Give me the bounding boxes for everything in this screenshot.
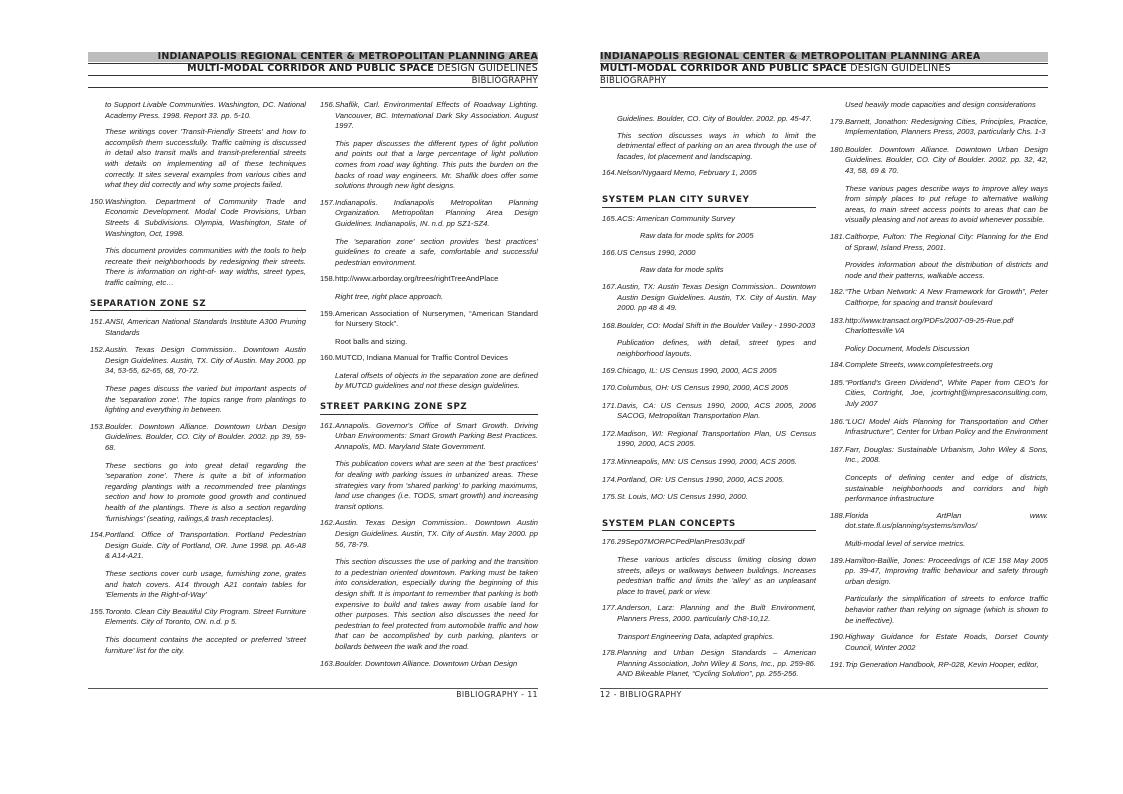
- bib-entry: [602, 475, 816, 486]
- annotation: This document provides communities with the tools to help recreate their neighborhoods by redesigning their streets. There is information on right-of- way widths, street types, traffic calming, etc…: [105, 246, 306, 287]
- bib-entry: [830, 360, 1048, 371]
- annotation: Concepts of defining center and edge of districts, sustainable neighborhoods and corridors and high performance infrastructure: [845, 473, 1048, 504]
- bib-entry: [602, 492, 816, 503]
- entry-number: 171.: [602, 400, 617, 410]
- text-block: to Support Livable Communities. Washington, DC. National Academy Press. 1998. Report 33. pp. 5-10.: [105, 100, 306, 120]
- bib-entry: [602, 537, 816, 548]
- entry-text: US Census 1990, 2000: [617, 247, 696, 257]
- bib-entry: [90, 345, 306, 377]
- entry-text: St. Louis, MO: US Census 1990, 2000.: [617, 492, 748, 502]
- entry-number: 188.: [830, 510, 845, 520]
- bib-entry: [830, 660, 1048, 671]
- annotation: Raw data for mode splits: [640, 265, 724, 275]
- entry-number: 180.: [830, 144, 845, 154]
- entry-text: 29Sep07MORPCPedPlanPres03v.pdf: [617, 537, 745, 547]
- left-column-1: [90, 100, 306, 662]
- entry-number: 160.: [320, 353, 335, 363]
- bib-entry: [830, 511, 1048, 532]
- entry-number: 185.: [830, 377, 845, 387]
- header-subtitle-bold: MULTI-MODAL CORRIDOR AND PUBLIC SPACE: [600, 63, 847, 74]
- entry-text: Davis, CA: US Census 1990, 2000, ACS 2005, 2006 SACOG, Metropolitan Transportation Plan.: [617, 400, 816, 421]
- entry-number: 154.: [90, 530, 105, 540]
- bib-entry: [830, 445, 1048, 466]
- bib-entry: [830, 287, 1048, 308]
- bib-entry: [320, 353, 538, 364]
- bib-entry: [320, 309, 538, 330]
- annotation: These pages discuss the varied but important aspects of the 'separation zone'. The topics range from plantings to lighting and everything in between.: [105, 384, 306, 415]
- bib-entry: [830, 145, 1048, 177]
- entry-number: 186.: [830, 416, 845, 426]
- annotation: These writings cover 'Transit-Friendly Streets' and how to accomplish them successfully. Traffic calming is discussed in detail also transit malls and transit-preferential streets with details on implementing all of these techniques correctly. It sites several examples from various cities and what they did correctly and why some projects failed.: [105, 127, 306, 190]
- entry-text: Washington. Department of Community Trade and Economic Development. Modal Code Provisions, Urban Streets & Subdivisions. Olympia, Washington, State of Washington, Oct, 1998.: [105, 196, 306, 238]
- entry-text: Toronto. Clean City Beautiful City Program. Street Furniture Elements. City of Toronto, ON. n.d. p 5.: [105, 606, 306, 627]
- header-section: BIBLIOGRAPHY: [600, 76, 667, 86]
- entry-number: 150.: [90, 196, 105, 206]
- entry-text: Portland. Office of Transportation. Portland Pedestrian Design Guide. City of Portland, OR. June 1998. pp. A6-A8 & A14-A21.: [105, 530, 306, 561]
- entry-number: 161.: [320, 420, 335, 430]
- entry-text: “LUCI Model Aids Planning for Transportation and Other Infrastructure”, Center for Urban Policy and the Environment: [845, 416, 1048, 437]
- bib-entry: [830, 316, 1048, 337]
- entry-number: 176.: [602, 537, 617, 547]
- entry-number: 165.: [602, 213, 617, 223]
- bib-entry: [830, 378, 1048, 410]
- annotation: Policy Document, Models Discussion: [845, 343, 970, 353]
- entry-number: 167.: [602, 281, 617, 291]
- bib-entry: [602, 248, 816, 259]
- annotation: These various pages describe ways to improve alley ways from simply places to put refuge to alternative walking areas, to main street access points to areas that can be visually pleasing and not areas to avoid whenever possible.: [845, 183, 1048, 225]
- bib-entry: [320, 518, 538, 550]
- entry-text: Complete Streets, www.completestreets.org: [845, 360, 993, 370]
- entry-text: Austin. Texas Design Commission.. Downtown Austin Design Guidelines. Austin, TX. City of Austin. May 2000. pp 56, 78-79.: [335, 518, 538, 549]
- entry-text: Boulder, CO: Modal Shift in the Boulder Valley - 1990-2003: [617, 320, 816, 330]
- bib-entry: [830, 417, 1048, 438]
- header-subtitle: [600, 64, 951, 74]
- bib-entry: [602, 366, 816, 377]
- entry-text: “The Urban Network: A New Framework for Growth”, Peter Calthorpe, for spacing and transit boulevard: [845, 287, 1048, 307]
- text-block: Guidelines. Boulder, CO. City of Boulder. 2002. pp. 45-47.: [617, 114, 812, 123]
- entry-text: Trip Generation Handbook, RP-028, Kevin Hooper, editor,: [845, 660, 1039, 670]
- entry-number: 181.: [830, 231, 845, 241]
- entry-number: 172.: [602, 428, 617, 438]
- entry-text: Columbus, OH: US Census 1990, 2000, ACS 2005: [617, 383, 789, 393]
- annotation: Root balls and sizing.: [335, 336, 408, 346]
- entry-text: Planning and Urban Design Standards – American Planning Association, John Wiley & Sons, Inc., pp. 259-86. AND Bikeable Planet, “Cycling Solution”, pp. 255-256.: [617, 648, 816, 679]
- header-title: INDIANAPOLIS REGIONAL CENTER & METROPOLITAN PLANNING AREA: [157, 51, 538, 62]
- header-rule: [600, 75, 1048, 76]
- header-title: INDIANAPOLIS REGIONAL CENTER & METROPOLITAN PLANNING AREA: [600, 51, 981, 62]
- bib-entry: [90, 607, 306, 628]
- annotation: Used heavily mode capacities and design considerations: [845, 100, 1036, 109]
- entry-link[interactable]: http://www.transact.org/PDFs/2007-09-25-Rue.pdf Charlottesville VA: [845, 315, 1014, 336]
- entry-number: 153.: [90, 421, 105, 431]
- annotation: Publication defines, with detail, street types and neighborhood layouts.: [617, 338, 816, 358]
- bib-entry: [830, 556, 1048, 588]
- entry-number: 168.: [602, 320, 617, 330]
- header-section: BIBLIOGRAPHY: [471, 76, 538, 86]
- entry-text: Madison, WI: Regional Transportation Plan, US Census 1990, 2000, ACS 2005.: [617, 428, 816, 449]
- entry-text: Highway Guidance for Estate Roads, Dorset County Council, Winter 2002: [845, 632, 1048, 652]
- header-rule: [88, 87, 538, 88]
- bib-entry: [602, 401, 816, 422]
- bib-entry: [320, 659, 538, 670]
- annotation: Provides information about the distribution of districts and node and their patterns, walkable access.: [845, 260, 1048, 280]
- bib-entry: [602, 429, 816, 450]
- bib-entry: [320, 100, 538, 132]
- entry-number: 164.: [602, 168, 617, 178]
- right-column-1: [602, 114, 816, 687]
- section-heading: SEPARATION ZONE SZ: [90, 299, 306, 312]
- header-rule: [600, 87, 1048, 88]
- annotation: Particularly the simplification of streets to enforce traffic behavior rather than relying on signage (which is shown to be ineffective).: [845, 594, 1048, 625]
- section-heading: STREET PARKING ZONE SPZ: [320, 402, 538, 415]
- entry-text: Boulder. Downtown Alliance. Downtown Urban Design Guidelines. Boulder, CO. City of Boulder. 2002. pp. 32, 42, 43, 58, 69 & 70.: [845, 144, 1048, 175]
- entry-text: Boulder. Downtown Alliance. Downtown Urban Design: [335, 658, 518, 668]
- entry-text: Farr, Douglas: Sustainable Urbanism, John Wiley & Sons, Inc., 2008.: [845, 444, 1048, 465]
- entry-number: 158.: [320, 274, 335, 284]
- entry-number: 151.: [90, 317, 105, 327]
- entry-number: 190.: [830, 632, 845, 642]
- annotation: The 'separation zone' section provides 'best practices' guidelines to create a safe, comfortable and successful pedestrian environment.: [335, 236, 538, 267]
- header-subtitle-light: DESIGN GUIDELINES: [846, 63, 951, 74]
- left-page: [0, 0, 561, 794]
- entry-text: Hamilton-Baillie, Jones: Proceedings of ICE 158 May 2005 pp. 39-47, Improving traffic behaviour and safety through urban design.: [845, 555, 1048, 586]
- annotation: Transport Engineering Data, adapted graphics.: [617, 631, 775, 641]
- entry-text: Anderson, Larz: Planning and the Built Environment, Planners Press, 2000. particularly Ch8-10,12.: [617, 603, 816, 623]
- annotation: This section discusses ways in which to limit the detrimental effect of parking on an area through the use of facades, lot placement and landscaping.: [617, 130, 816, 161]
- entry-number: 170.: [602, 383, 617, 393]
- entry-text: American Association of Nurserymen, “American Standard for Nursery Stock”.: [335, 308, 538, 329]
- entry-number: 179.: [830, 116, 845, 126]
- entry-number: 166.: [602, 247, 617, 257]
- bib-entry: [90, 530, 306, 562]
- bib-entry: [602, 214, 816, 225]
- entry-text: Chicago, IL: US Census 1990, 2000, ACS 2005: [617, 365, 777, 375]
- entry-number: 174.: [602, 474, 617, 484]
- entry-number: 178.: [602, 648, 617, 658]
- entry-number: 175.: [602, 492, 617, 502]
- bib-entry: [90, 422, 306, 454]
- bib-entry: [320, 198, 538, 230]
- entry-text: Florida ArtPlan www. dot.state.fl.us/planning/systems/sm/los/: [845, 510, 1048, 531]
- annotation: Right tree, right place approach.: [335, 291, 444, 301]
- right-column-2: [830, 100, 1048, 678]
- bib-entry: [830, 117, 1048, 138]
- entry-number: 169.: [602, 365, 617, 375]
- entry-number: 183.: [830, 315, 845, 325]
- entry-text: Nelson/Nygaard Memo, February 1, 2005: [617, 168, 757, 178]
- entry-number: 184.: [830, 360, 845, 370]
- bib-entry: [602, 457, 816, 468]
- entry-text: Austin, TX: Austin Texas Design Commission.. Downtown Austin Design Guidelines. Austin, TX. City of Austin. May 2000. pp 48 & 49.: [617, 281, 816, 313]
- entry-number: 177.: [602, 603, 617, 613]
- annotation: Lateral offsets of objects in the separation zone are defined by MUTCD guidelines and not these design guidelines.: [335, 370, 538, 391]
- entry-text: ACS: American Community Survey: [617, 213, 735, 223]
- entry-number: 157.: [320, 197, 335, 207]
- section-heading: SYSTEM PLAN CONCEPTS: [602, 519, 816, 532]
- footer-rule: [600, 688, 1048, 689]
- annotation: These various articles discuss limiting closing down streets, alleys or walkways between buildings. Increases pedestrian traffic and limits the 'alley' as an unpleasant place to travel, park or view.: [617, 555, 816, 596]
- entry-text: Shaflik, Carl. Environmental Effects of Roadway Lighting. Vancouver, BC. International Dark Sky Association. August 1997.: [335, 100, 538, 131]
- entry-number: 163.: [320, 658, 335, 668]
- entry-number: 159.: [320, 308, 335, 318]
- entry-text: MUTCD, Indiana Manual for Traffic Control Devices: [335, 353, 508, 363]
- entry-number: 187.: [830, 444, 845, 454]
- entry-text: Austin. Texas Design Commission.. Downtown Austin Design Guidelines. Austin, TX. City of Austin. May 2000. pp 34, 53-55, 62-65, 68, 70-72.: [105, 345, 306, 376]
- entry-text: Calthorpe, Fulton: The Regional City: Planning for the End of Sprawl, Island Press, 2001.: [845, 231, 1048, 252]
- header-subtitle: [88, 64, 538, 74]
- entry-number: 162.: [320, 518, 335, 528]
- bib-entry: [90, 317, 306, 338]
- bib-entry: [320, 421, 538, 453]
- annotation: This section discusses the use of parking and the transition to a pedestrian oriented downtown. Parking must be taken into consideration, especially during the beginning of this design shift. It is important to remember that parking is both expensive to build and takes away from usable land for other purposes. This section also discusses the need for pedestrian to feel protected from automobile traffic and how that can be accomplished by curb parking, planters or bollards between the walk and the road.: [335, 557, 538, 651]
- bib-entry: [602, 168, 816, 179]
- entry-link[interactable]: http://www.arborday.org/trees/rightTreeAndPlace: [335, 274, 499, 284]
- entry-text: Portland, OR: US Census 1990, 2000, ACS 2005.: [617, 474, 785, 484]
- entry-number: 173.: [602, 457, 617, 467]
- annotation: This paper discusses the different types of light pollution and points out that a large percentage of light pollution comes from road way lighting. This puts the burden on the backs of road way engineers. Mr. Shaflik does offer some solutions through new light designs.: [335, 138, 538, 191]
- annotation: Multi-modal level of service metrics.: [845, 539, 966, 548]
- entry-number: 152.: [90, 345, 105, 355]
- header-subtitle-bold: MULTI-MODAL CORRIDOR AND PUBLIC SPACE: [187, 63, 435, 74]
- page-footer: 12 - BIBLIOGRAPHY: [600, 690, 682, 699]
- footer-rule: [88, 688, 538, 689]
- annotation: This publication covers what are seen at the 'best practices' for dealing with parking issues in urbanized areas. These strategies vary from 'shared parking' to parking maximums, land use changes (i.e. TODS, smart growth) and increasing transit options.: [335, 459, 538, 511]
- section-heading: SYSTEM PLAN CITY SURVEY: [602, 195, 816, 208]
- entry-number: 191.: [830, 660, 845, 670]
- right-page: [562, 0, 1123, 794]
- annotation: These sections cover curb usage, furnishing zone, grates and hatch covers. A14 through A21 contain tables for 'Elements in the Right-of-Way': [105, 568, 306, 600]
- annotation: These sections go into great detail regarding the 'separation zone'. There is quite a bit of information regarding plantings with a recommended tree plantings section and how to promote good growth and continued health of the plantings. There is also a section regarding 'furnishings' (seating, railings,& trash receptacles).: [105, 460, 306, 523]
- bib-entry: [320, 274, 538, 285]
- entry-text: “Portland's Green Dividend”, White Paper from CEO's for Cities, Cortright, Joe, jcortright@impresaconsulting.com, July 2007: [845, 377, 1048, 409]
- bib-entry: [602, 383, 816, 394]
- bib-entry: [602, 321, 816, 332]
- entry-text: Boulder. Downtown Alliance. Downtown Urban Design Guidelines. Boulder, CO. City of Boulder. 2002. pp 39, 59-68.: [105, 421, 306, 453]
- bib-entry: [830, 232, 1048, 253]
- bib-entry: [602, 648, 816, 680]
- entry-text: Annapolis. Governor's Office of Smart Growth. Driving Urban Environments: Smart Growth Parking Best Practices. Annapolis, MD. Maryland State Government.: [335, 420, 538, 451]
- header-subtitle-light: DESIGN GUIDELINES: [434, 63, 538, 74]
- entry-text: Indianapolis. Indianapolis Metropolitan Planning Organization. Metropolitan Planning Area Design Guidelines. Indianapolis, IN. n.d. pp SZ1-SZ4.: [335, 197, 538, 228]
- entry-text: Minneapolis, MN: US Census 1990, 2000, ACS 2005.: [617, 457, 797, 467]
- entry-number: 189.: [830, 555, 845, 565]
- entry-number: 182.: [830, 287, 845, 297]
- bib-entry: [602, 603, 816, 624]
- bib-entry: [602, 282, 816, 314]
- entry-number: 156.: [320, 100, 335, 109]
- annotation: This document contains the accepted or preferred 'street furniture' list for the city.: [105, 634, 306, 655]
- bib-entry: [830, 632, 1048, 653]
- entry-text: Barnett, Jonathon: Redesigning Cities, Principles, Practice, Implementation, Planners Press, 2003, particularly Chs. 1-3: [845, 116, 1048, 137]
- entry-text: ANSI, American National Standards Institute A300 Pruning Standards: [105, 317, 306, 337]
- entry-number: 155.: [90, 606, 105, 616]
- bib-entry: [90, 197, 306, 239]
- left-column-2: [320, 100, 538, 676]
- page-footer: BIBLIOGRAPHY - 11: [456, 690, 538, 699]
- annotation: Raw data for mode splits for 2005: [640, 231, 754, 241]
